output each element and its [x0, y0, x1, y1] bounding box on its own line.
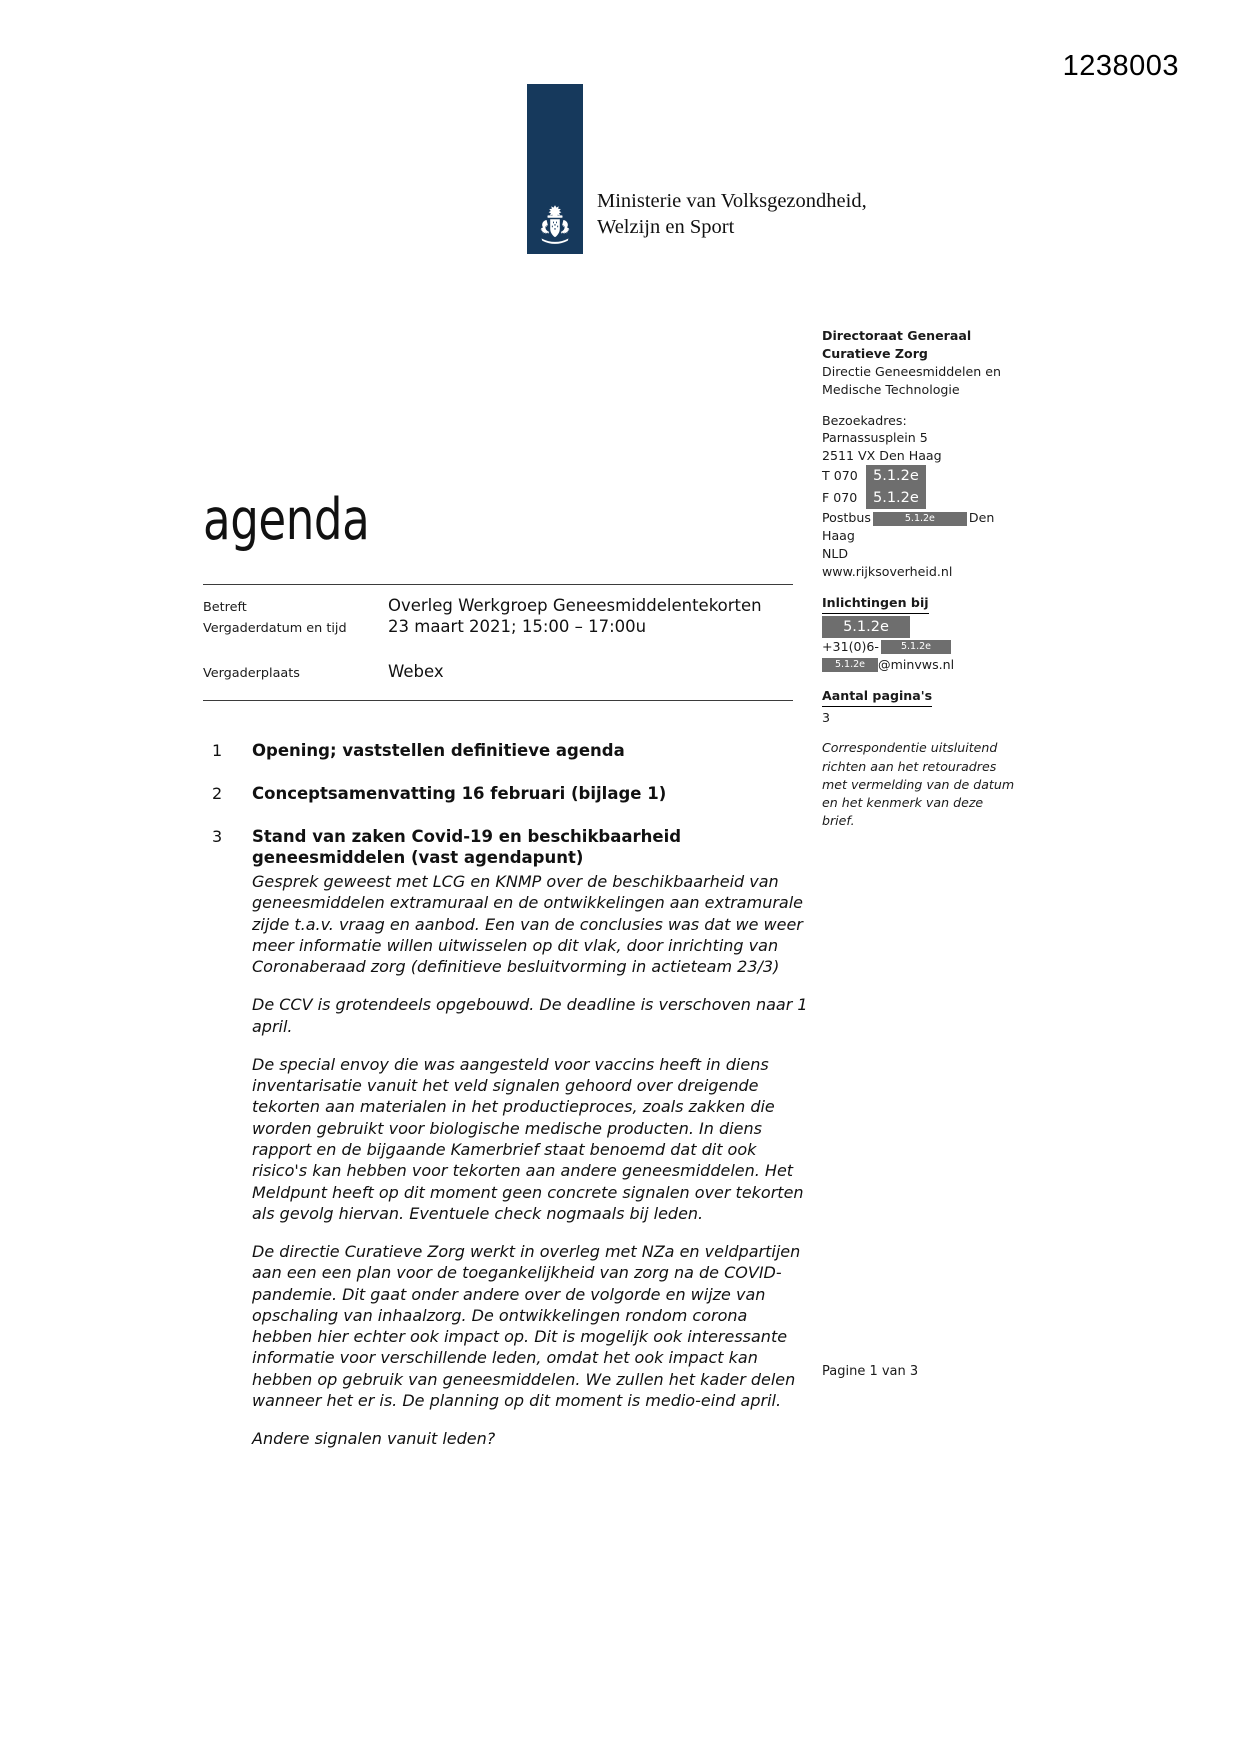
fax-row	[822, 487, 1027, 509]
contact-phone-redaction: 5.1.2e	[881, 640, 951, 654]
ministry-name-line2: Welzijn en Sport	[597, 215, 735, 238]
contact-name-redaction: 5.1.2e	[822, 616, 910, 638]
note-line5: brief.	[822, 813, 855, 829]
spacer	[203, 638, 803, 662]
agenda-item-paragraph: De special envoy die was aangesteld voor vaccins heeft in diens inventarisatie vanuit het veld signalen gehoord over dreigende tekorten aan materialen in het productieproces, zoals zakken die worden gebruikt voor biologische medische producten. In diens rapport en de bijgaande Kamerbrief staat benoemd dat dit ook risico's kan hebben voor tekorten aan andere geneesmiddelen. Het Meldpunt heeft op dit moment geen concrete signalen over tekorten als gevolg hiervan. Eventuele check nogmaals bij leden.	[252, 1054, 804, 1223]
spacer	[822, 399, 1027, 412]
meeting-meta	[203, 596, 803, 683]
website-url[interactable]: www.rijksoverheid.nl	[822, 564, 953, 579]
agenda-item-title-line2: geneesmiddelen (vast agendapunt)	[252, 848, 584, 868]
postbus-redaction: 5.1.2e	[873, 512, 967, 526]
agenda-item-list	[212, 740, 812, 1470]
agenda-item-paragraph: De directie Curatieve Zorg werkt in overleg met NZa en veldpartijen aan een een plan voor de toegankelijkheid van zorg na de COVID-pandemie. Dit gaat onder andere over de volgorde en wijze van opschaling van inhaalzorg. De ontwikkelingen rondom corona hebben hier echter ook impact op. Dit is mogelijk ook interessante informatie voor verschillende leden, omdat het ook impact kan hebben op gebruik van geneesmiddelen. We zullen het kader delen wanneer het er is. De planning op dit moment is medio-eind april.	[252, 1242, 801, 1410]
place-value: Webex	[388, 662, 444, 681]
agenda-item	[212, 740, 812, 762]
meta-row-datetime	[203, 617, 803, 636]
divider-bottom	[203, 700, 793, 701]
direction-line1: Directie Geneesmiddelen en	[822, 363, 1001, 379]
agenda-item-title: Opening; vaststellen definitieve agenda	[252, 741, 625, 760]
agenda-item-title: Conceptsamenvatting 16 februari (bijlage 1)	[252, 783, 667, 803]
spacer	[822, 726, 1027, 739]
ministry-name-line1: Ministerie van Volksgezondheid,	[597, 189, 867, 212]
agenda-item-number: 2	[212, 783, 223, 803]
subject-value: Overleg Werkgroep Geneesmiddelentekorten	[388, 596, 762, 615]
telephone-redaction: 5.1.2e	[866, 465, 926, 487]
document-number: 1238003	[1062, 50, 1179, 82]
direction-line2: Medische Technologie	[822, 381, 960, 397]
postbus-city: Haag	[822, 528, 855, 544]
ministry-name	[597, 188, 867, 240]
country-code: NLD	[822, 546, 849, 562]
contact-name-row	[822, 616, 1027, 638]
agenda-item-paragraph: Gesprek geweest met LCG en KNMP over de beschikbaarheid van geneesmiddelen extramuraal en de ontwikkelingen aan extramurale zijde t.a.v. vraag en aanbod. Een van de conclusies was dat we weer meer informatie willen uitwisselen op dit vlak, door inrichting van Coronaberaad zorg (definitieve besluitvorming in actieteam 23/3)	[252, 872, 804, 977]
visit-address-street: Parnassusplein 5	[822, 430, 928, 446]
fax-label: F 070	[822, 489, 858, 505]
note-line1: Correspondentie uitsluitend	[822, 740, 998, 756]
agenda-item-body	[252, 783, 812, 805]
agenda-item-body	[252, 740, 812, 762]
page-footer: Pagine 1 van 3	[822, 1364, 919, 1379]
visit-address-label: Bezoekadres:	[822, 412, 907, 428]
place-label: Vergaderplaats	[203, 666, 300, 681]
netherlands-coat-of-arms-icon	[532, 202, 578, 248]
meta-row-place	[203, 662, 803, 681]
datetime-value: 23 maart 2021; 15:00 – 17:00u	[388, 617, 647, 636]
contact-phone-prefix: +31(0)6-	[822, 638, 879, 654]
postbus-row	[822, 509, 1027, 527]
divider-top	[203, 584, 793, 585]
agenda-item-paragraph: De CCV is grotendeels opgebouwd. De deadline is verschoven naar 1 april.	[252, 995, 808, 1036]
subject-label: Betreft	[203, 600, 247, 615]
page-title: agenda	[203, 487, 370, 553]
contact-email-row	[822, 656, 1027, 674]
directorate-line1: Directoraat Generaal	[822, 328, 972, 343]
agenda-item	[212, 783, 812, 805]
agenda-item-number: 1	[212, 741, 223, 760]
fax-redaction: 5.1.2e	[866, 487, 926, 509]
postbus-label: Postbus	[822, 510, 871, 526]
agenda-item-paragraph: Andere signalen vanuit leden?	[252, 1429, 496, 1449]
postbus-suffix: Den	[968, 510, 995, 526]
note-line4: en het kenmerk van deze	[822, 795, 984, 811]
visit-address-city: 2511 VX Den Haag	[822, 448, 942, 464]
agenda-item	[212, 826, 812, 1450]
ministry-logo	[527, 84, 867, 254]
correspondence-note	[822, 739, 1027, 830]
spacer	[822, 674, 1027, 687]
contact-email-domain: @minvws.nl	[878, 656, 955, 672]
contact-heading: Inlichtingen bij	[822, 594, 929, 614]
pages-count: 3	[822, 709, 831, 725]
spacer	[822, 581, 1027, 594]
meta-row-subject	[203, 596, 803, 615]
info-sidebar	[822, 327, 1027, 831]
agenda-item-title-line1: Stand van zaken Covid-19 en beschikbaarheid	[252, 826, 682, 846]
note-line3: met vermelding van de datum	[822, 776, 1015, 792]
contact-email-redaction: 5.1.2e	[822, 658, 878, 672]
agenda-item-number: 3	[212, 826, 223, 846]
contact-phone-row	[822, 638, 1027, 656]
telephone-label: T 070	[822, 467, 858, 483]
pages-heading: Aantal pagina's	[822, 687, 932, 707]
telephone-row	[822, 465, 1027, 487]
note-line2: richten aan het retouradres	[822, 758, 997, 774]
agenda-item-body	[252, 826, 812, 1450]
directorate-line2: Curatieve Zorg	[822, 345, 928, 361]
logo-bar	[527, 84, 583, 254]
datetime-label: Vergaderdatum en tijd	[203, 621, 347, 636]
